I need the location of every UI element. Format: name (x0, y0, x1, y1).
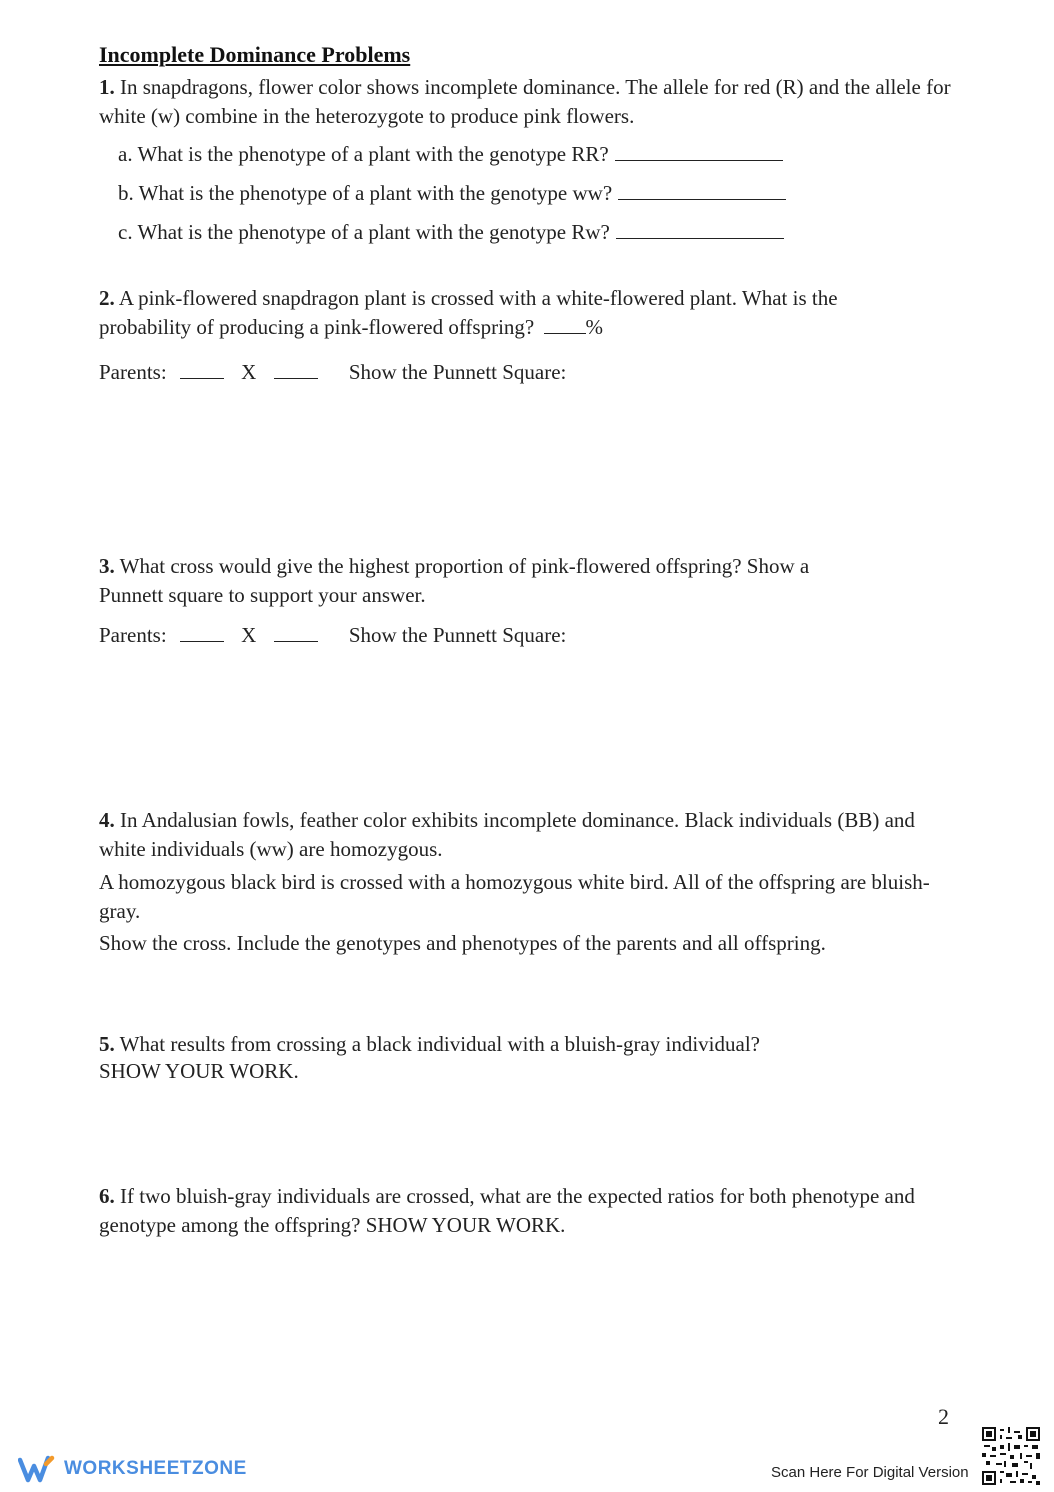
question-text: a. What is the phenotype of a plant with the genotype RR? (118, 142, 609, 166)
question-number: 2. (99, 286, 115, 310)
question-4 (99, 806, 939, 864)
question-1 (99, 73, 979, 131)
answer-blank[interactable] (616, 218, 784, 239)
question-5 (99, 1030, 979, 1059)
question-3 (99, 552, 869, 610)
question-text: If two bluish-gray individuals are crossed, what are the expected ratios for both phenotype and genotype among the offspring? SHOW YOUR WORK. (99, 1184, 915, 1237)
cross-symbol: X (241, 360, 257, 384)
question-number: 4. (99, 808, 115, 832)
question-text: In Andalusian fowls, feather color exhibits incomplete dominance. Black individuals (BB) and white individuals (ww) are homozygous. (99, 808, 915, 861)
answer-blank[interactable] (544, 313, 586, 334)
qr-code-icon[interactable] (982, 1427, 1040, 1485)
question-text: What results from crossing a black individual with a bluish-gray individual? (119, 1032, 760, 1056)
parents-label: Parents: (99, 360, 167, 384)
question-number: 5. (99, 1032, 115, 1056)
question-text: c. What is the phenotype of a plant with the genotype Rw? (118, 220, 610, 244)
punnett-label: Show the Punnett Square: (348, 623, 567, 647)
parent-2-blank[interactable] (274, 360, 318, 379)
parents-row-q2 (99, 358, 566, 387)
question-number: 6. (99, 1184, 115, 1208)
question-1a (118, 140, 783, 169)
question-4-instruction: Show the cross. Include the genotypes and phenotypes of the parents and all offspring. (99, 931, 826, 955)
question-1c (118, 218, 784, 247)
question-number: 3. (99, 554, 115, 578)
question-6 (99, 1182, 944, 1240)
percent-sign: % (585, 315, 603, 339)
answer-blank[interactable] (618, 179, 786, 200)
logo-w-icon (18, 1454, 58, 1484)
parent-1-blank[interactable] (180, 360, 224, 379)
question-text: In snapdragons, flower color shows incomplete dominance. The allele for red (R) and the allele for white (w) combine in the heterozygote to produce pink flowers. (99, 75, 951, 128)
question-text: What cross would give the highest proportion of pink-flowered offspring? Show a Punnett square to support your answer. (99, 554, 810, 607)
worksheet-title: Incomplete Dominance Problems (99, 42, 411, 67)
brand-name: WORKSHEETZONE (64, 1458, 247, 1479)
question-text: A pink-flowered snapdragon plant is crossed with a white-flowered plant. What is the probability of producing a pink-flowered offspring? (99, 286, 838, 339)
page-number: 2 (938, 1404, 949, 1429)
question-4-detail: A homozygous black bird is crossed with a homozygous white bird. All of the offspring are bluish-gray. (99, 870, 930, 923)
question-5-instruction: SHOW YOUR WORK. (99, 1059, 299, 1083)
parent-2-blank[interactable] (274, 623, 318, 642)
question-number: 1. (99, 75, 115, 99)
scan-text: Scan Here For Digital Version (771, 1464, 969, 1481)
parents-label: Parents: (99, 623, 167, 647)
question-text: b. What is the phenotype of a plant with the genotype ww? (118, 181, 613, 205)
question-2 (99, 284, 929, 342)
worksheetzone-logo[interactable] (18, 1452, 247, 1486)
answer-blank[interactable] (615, 140, 783, 161)
question-1b (118, 179, 786, 208)
parent-1-blank[interactable] (180, 623, 224, 642)
punnett-label: Show the Punnett Square: (348, 360, 567, 384)
cross-symbol: X (241, 623, 257, 647)
parents-row-q3 (99, 621, 566, 650)
